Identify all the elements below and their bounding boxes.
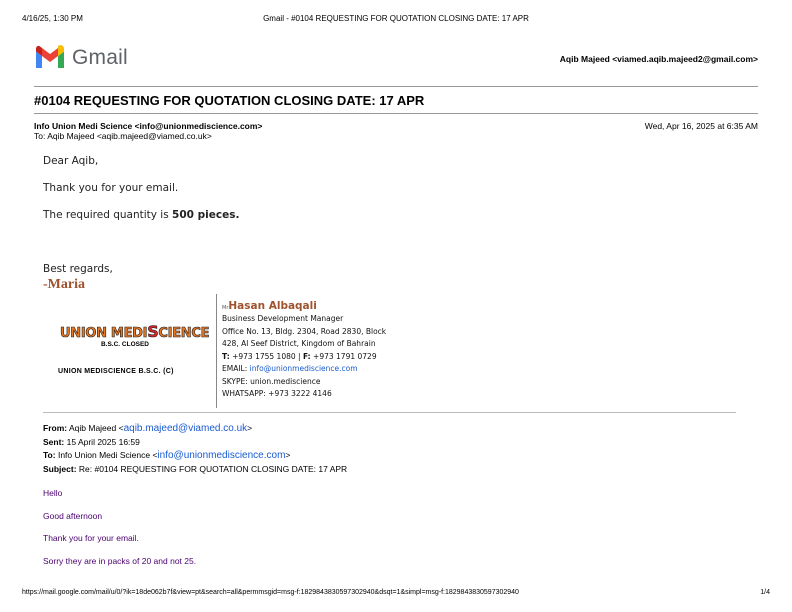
contact-title: Business Development Manager: [222, 314, 344, 323]
print-header: [22, 14, 770, 26]
quoted-thanks: Thank you for your email.: [43, 533, 139, 543]
print-datetime: 4/16/25, 1:30 PM: [22, 14, 83, 23]
signature-card: [222, 300, 386, 402]
contact-address-1: Office No. 13, Bldg. 2304, Road 2830, Block: [222, 326, 387, 336]
print-url: https://mail.google.com/mail/u/0/?ik=18de062b7f&view=pt&search=all&permmsgid=msg-f:1829843830597302940&dsqt=1&simpl=msg-f:1829843830597302940: [22, 589, 519, 596]
body-line-quantity: [43, 209, 239, 221]
quoted-from: From: Aqib Majeed <aqib.majeed@viamed.co.uk>: [43, 423, 253, 434]
greeting: Dear Aqib,: [43, 155, 99, 167]
contact-email: EMAIL: info@unionmediscience.com: [222, 364, 358, 373]
account-email: Aqib Majeed <viamed.aqib.majeed2@gmail.com>: [559, 54, 758, 64]
contact-skype: SKYPE: union.mediscience: [222, 376, 321, 386]
quoted-sent: Sent: 15 April 2025 16:59: [43, 437, 140, 447]
contact-name: MrHasan Albaqali: [222, 300, 317, 312]
quoted-sorry: Sorry they are in packs of 20 and not 25.: [43, 556, 197, 566]
divider: [34, 113, 758, 114]
quoted-from-link[interactable]: aqib.majeed@viamed.co.uk: [123, 423, 248, 434]
quoted-hello: Hello: [43, 488, 63, 498]
page-number: 1/4: [760, 589, 770, 596]
company-name: UNION MEDISCIENCE B.S.C. (C): [58, 368, 174, 375]
contact-email-link[interactable]: info@unionmediscience.com: [249, 364, 358, 373]
email-subject: #0104 REQUESTING FOR QUOTATION CLOSING DATE: 17 APR: [34, 93, 425, 108]
email-to: To: Aqib Majeed <aqib.majeed@viamed.co.uk>: [34, 131, 212, 141]
quoted-subject: Subject: Re: #0104 REQUESTING FOR QUOTATION CLOSING DATE: 17 APR: [43, 464, 348, 474]
divider: [34, 86, 758, 87]
contact-phone: T: +973 1755 1080 | F: +973 1791 0729: [222, 351, 377, 361]
quoted-to-link[interactable]: info@unionmediscience.com: [157, 450, 286, 461]
logo-subtitle: B.S.C. CLOSED: [100, 341, 150, 348]
quoted-to: To: Info Union Medi Science <info@unionmediscience.com>: [43, 450, 291, 461]
closing: Best regards,: [43, 263, 113, 275]
union-mediscience-logo: [60, 322, 210, 348]
signer-name: -Maria: [43, 277, 85, 292]
email-date: Wed, Apr 16, 2025 at 6:35 AM: [644, 121, 758, 131]
contact-whatsapp: WHATSAPP: +973 3222 4146: [222, 389, 332, 398]
gmail-logo[interactable]: [34, 44, 134, 72]
quote-divider: [43, 412, 736, 413]
logo-wordmark: UNION MEDISCIENCE: [60, 322, 210, 341]
quantity-value: 500 pieces.: [172, 209, 240, 221]
gmail-wordmark: Gmail: [72, 46, 128, 69]
quoted-good-afternoon: Good afternoon: [43, 511, 103, 521]
quantity-prefix: The required quantity is: [43, 209, 173, 221]
print-title: Gmail - #0104 REQUESTING FOR QUOTATION CLOSING DATE: 17 APR: [263, 14, 529, 23]
signature-separator: [216, 294, 217, 408]
contact-address-2: 428, Al Seef District, Kingdom of Bahrain: [222, 339, 376, 348]
body-line-thanks: Thank you for your email.: [43, 182, 179, 194]
email-from: Info Union Medi Science <info@unionmediscience.com>: [34, 121, 263, 131]
gmail-m-icon: [34, 44, 66, 68]
